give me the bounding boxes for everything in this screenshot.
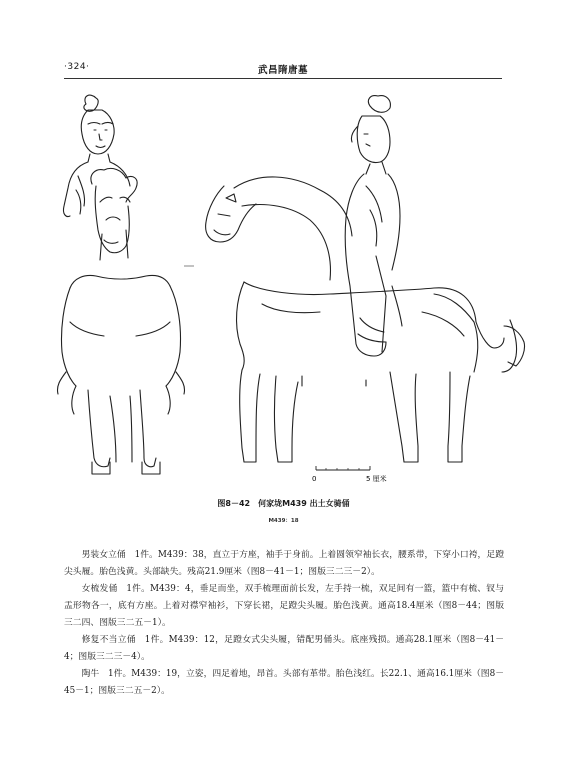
fragment-outline xyxy=(502,320,517,372)
paragraph: 陶牛 1件。M439：19，立姿，四足着地，昂首。头部有革带。胎色浅红。长22.1、通高16.1厘米（图8－45－1；图版三二五－2）。 xyxy=(64,669,504,696)
scale-bar xyxy=(312,466,387,483)
running-title: 武昌隋唐墓 xyxy=(257,65,308,76)
scale-zero-label: 0 xyxy=(312,475,317,483)
page-header xyxy=(64,62,502,78)
front-view-horse xyxy=(57,168,184,474)
paragraph: 男装女立俑 1件。M439：38，直立于方座，袖手于身前。上着圆领窄袖长衣，腰系带，下穿小口袴，足蹬尖头履。胎色浅黄。头部缺失。残高21.9厘米（图8－41－1；图版三二三－2）。 xyxy=(64,550,504,577)
line-drawing xyxy=(30,90,540,490)
figure-subcaption: M439：18 xyxy=(268,518,299,524)
side-view-rider xyxy=(345,96,402,356)
figure-female-rider-drawing xyxy=(30,90,540,490)
body-text xyxy=(64,547,504,700)
header-rule xyxy=(64,78,502,79)
paragraph: 女梳发俑 1件。M439：4，垂足而坐，双手梳理面前长发，左手持一梳，双足间有一篮，篮中有梳、钗与盂形物各一，底有方座。上着对襟窄袖衫，下穿长裙，足蹬尖头履。胎色浅黄。通高18.4厘米（图8－44；图版三二四、图版三二五－1）。 xyxy=(64,584,504,628)
paragraph: 修复不当立俑 1件。M439：12，足蹬女式尖头履，错配男俑头。底座残损。通高28.1厘米（图8－41－4；图版三二三－4）。 xyxy=(64,635,504,662)
figure-caption: 图8－42 何家垅M439 出土女骑俑 xyxy=(217,499,350,508)
page-number: ·324· xyxy=(64,62,90,72)
scale-unit-label: 5 厘米 xyxy=(366,475,387,483)
side-view-horse xyxy=(206,177,525,462)
